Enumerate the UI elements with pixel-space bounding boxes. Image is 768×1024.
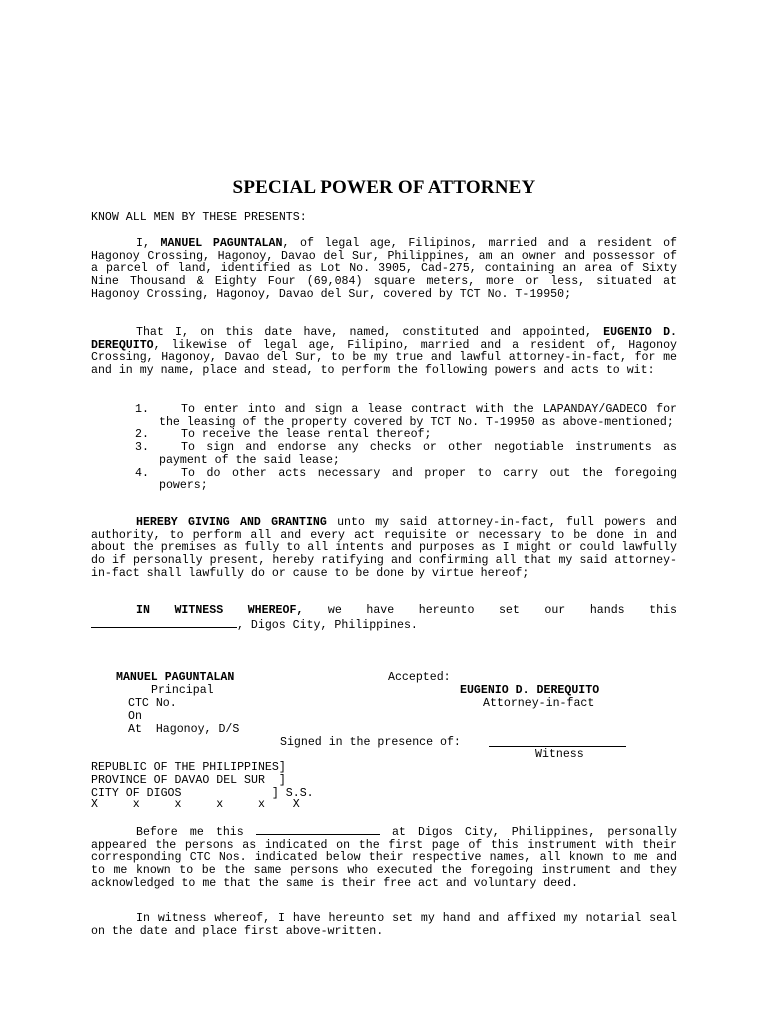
principal-signature-name: MANUEL PAGUNTALAN <box>116 671 235 684</box>
list-item: 4. To do other acts necessary and proper to carry out the foregoing powers; <box>135 466 677 493</box>
attorney-title: Attorney-in-fact <box>483 697 595 710</box>
witness-label: Witness <box>535 748 584 761</box>
paragraph-acknowledgment: Before me this at Digos City, Philippines, personally appeared the persons as indicated on the first page of this instrument with their corresponding CTC Nos. indicated below their respective names, all known to me and to me known to be the same persons who executed the foregoing instrument and they acknowledged to me that the same is their free act and voluntary deed. <box>91 826 677 890</box>
powers-list <box>135 404 677 493</box>
witness-whereof-bold: IN WITNESS WHEREOF, <box>136 604 304 617</box>
witness-date-line: , Digos City, Philippines. <box>91 618 418 633</box>
witness-signature-line <box>489 746 626 747</box>
accepted-label: Accepted: <box>388 671 451 684</box>
at-label: At Hagonoy, D/S <box>128 723 240 736</box>
ack-date-blank <box>256 825 380 835</box>
list-item: 1. To enter into and sign a lease contract with the LAPANDAY/GADECO for the leasing of the property covered by TCT No. T-19950 as above-mentioned; <box>135 403 677 429</box>
venue-line-2: PROVINCE OF DAVAO DEL SUR ] <box>91 774 286 787</box>
granting-clause: HEREBY GIVING AND GRANTING <box>136 516 327 529</box>
principal-name: MANUEL PAGUNTALAN <box>160 237 283 250</box>
presence-label: Signed in the presence of: <box>280 736 461 749</box>
ctc-label: CTC No. <box>128 697 177 710</box>
attorney-signature-name: EUGENIO D. DEREQUITO <box>460 684 600 697</box>
venue-line-4: X x x x x X <box>91 798 300 811</box>
paragraph-appointment: That I, on this date have, named, constituted and appointed, EUGENIO D. DEREQUITO, likewise of legal age, Filipino, married and a resident of, Hagonoy Crossing, Hagonoy, Davao del Sur, to be my true and lawful attorney-in-fact, for me and in my name, place and stead, to perform the following powers and acts to wit: <box>91 326 678 378</box>
principal-title: Principal <box>151 684 214 697</box>
list-item: 2. To receive the lease rental thereof; <box>135 428 432 442</box>
opening-line: KNOW ALL MEN BY THESE PRESENTS: <box>91 211 307 224</box>
paragraph-owner: I, MANUEL PAGUNTALAN, of legal age, Filipinos, married and a resident of Hagonoy Crossing, Hagonoy, Davao del Sur, Philippines, am an owner and possessor of a parcel of land, identified as Lot No. 3905, Cad-275, containing an area of Sixty Nine Thousand & Eighty Four (69,084) square meters, more or less, situated at Hagonoy Crossing, Hagonoy, Davao del Sur, covered by TCT No. T-19950; <box>91 237 677 301</box>
paragraph-closing: In witness whereof, I have hereunto set my hand and affixed my notarial seal on the date and place first above-written. <box>91 912 677 938</box>
date-blank <box>91 618 237 628</box>
on-label: On <box>128 710 142 723</box>
list-item: 3. To sign and endorse any checks or other negotiable instruments as payment of the said lease; <box>135 441 677 467</box>
venue-line-1: REPUBLIC OF THE PHILIPPINES] <box>91 761 286 774</box>
witness-whereof-line: IN WITNESS WHEREOF, we have hereunto set our hands this <box>136 604 677 617</box>
venue-line-3: CITY OF DIGOS ] S.S. <box>91 787 314 800</box>
paragraph-granting: HEREBY GIVING AND GRANTING unto my said attorney-in-fact, full powers and authority, to perform all and every act requisite or necessary to be done in and about the premises as fully to all intents and purposes as I might or could lawfully do if personally present, hereby ratifying and confirming all that my said attorney-in-fact shall lawfully do or cause to be done by virtue hereof; <box>91 516 677 580</box>
attorney-name: EUGENIO D. DEREQUITO <box>91 326 678 352</box>
document-title: SPECIAL POWER OF ATTORNEY <box>232 177 536 198</box>
